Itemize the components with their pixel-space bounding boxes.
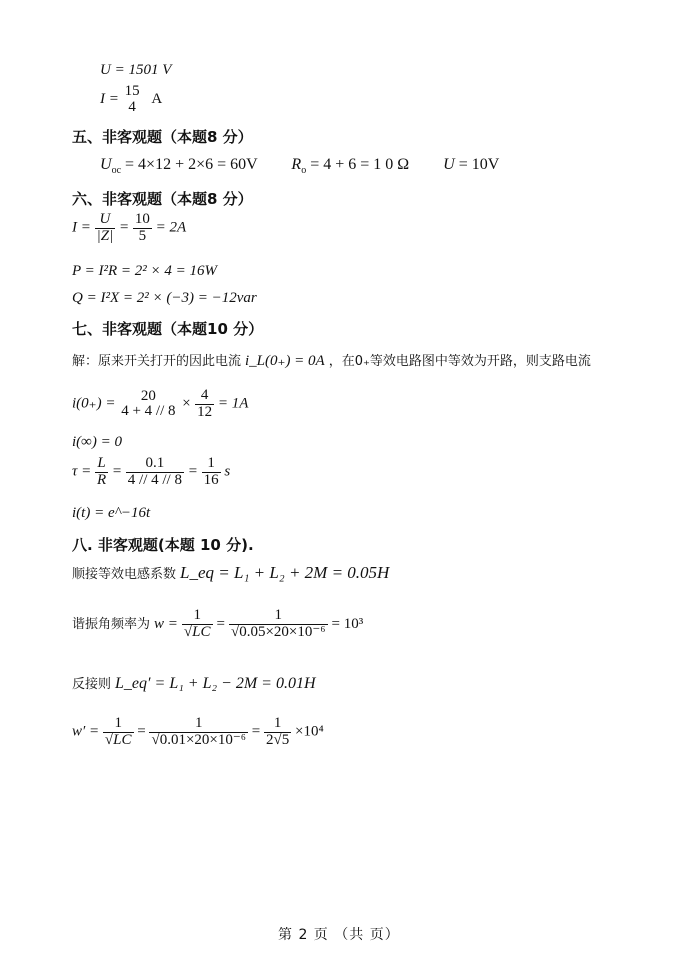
section-7-it-equation: i(t) = e^−16t — [72, 505, 151, 521]
section-6-title: 六、非客观题（本题8 分） — [72, 190, 253, 208]
section-5-equations: $U_{oc} = 4\times 12 + 2\times 6 = 60V$ $R_o = 4 + 6 = 1$ 0 Ω U = 10V — [100, 156, 500, 177]
section-7-iinf-equation: i(∞) = 0 — [72, 434, 122, 450]
section-8-reverse-resonance-equation: w′ = $\frac{1}{√LC}$ = $\frac{1}{\text{√0.01×20×10⁻⁶}}$ = $\frac{1}{2√5}$ ×10⁴ — [72, 715, 324, 748]
section-7-i0-equation: i(0₊) = 20 4 + 4 // 8 × $\frac{4}{12}$ = 1A — [72, 387, 249, 420]
page-footer: 第 2 页 （共 页） — [278, 927, 400, 943]
section-7-title: 七、非客观题（本题10 分） — [72, 320, 264, 338]
section-6-q-equation: Q = I²X = 2² × (−3) = −12var — [72, 290, 257, 306]
section-6-p-equation: P = I²R = 2² × 4 = 16W — [72, 263, 218, 279]
section-8-reverse-inductance: 反接则 L_eq′ = L₁ + L₂ − 2M = 0.01H — [72, 675, 316, 692]
section-5-title: 五、非客观题（本题8 分） — [72, 128, 253, 146]
section-8-title: 八. 非客观题(本题 10 分). — [72, 536, 254, 554]
section-7-tau-equation: τ = $\frac{L}{R}$ = $\frac{0.1}{4 // 4 // 8}$ = $\frac{1}{16}$ s — [72, 455, 231, 488]
section-7-intro: 解：原来开关打开的因此电流 i_L(0₊) = 0A ，在0₊等效电路图中等效为开路，则支路电流 — [72, 353, 591, 369]
i-equation: I = 15 4 A — [100, 83, 163, 115]
section-8-lead-inductance: 顺接等效电感系数 L_eq = L₁ + L₂ + 2M = 0.05H — [72, 563, 390, 582]
section-6-i-equation: I = $\frac{U}{|Z|}$ = $\frac{10}{5}$ = 2A — [72, 211, 187, 244]
section-8-resonance-equation: 谐振角频率为 w = $\frac{1}{√LC}$ = $\frac{1}{\text{√0.05×20×10⁻⁶}}$ = 10³ — [72, 607, 364, 640]
u-equation: U = 1501 V — [100, 62, 172, 78]
